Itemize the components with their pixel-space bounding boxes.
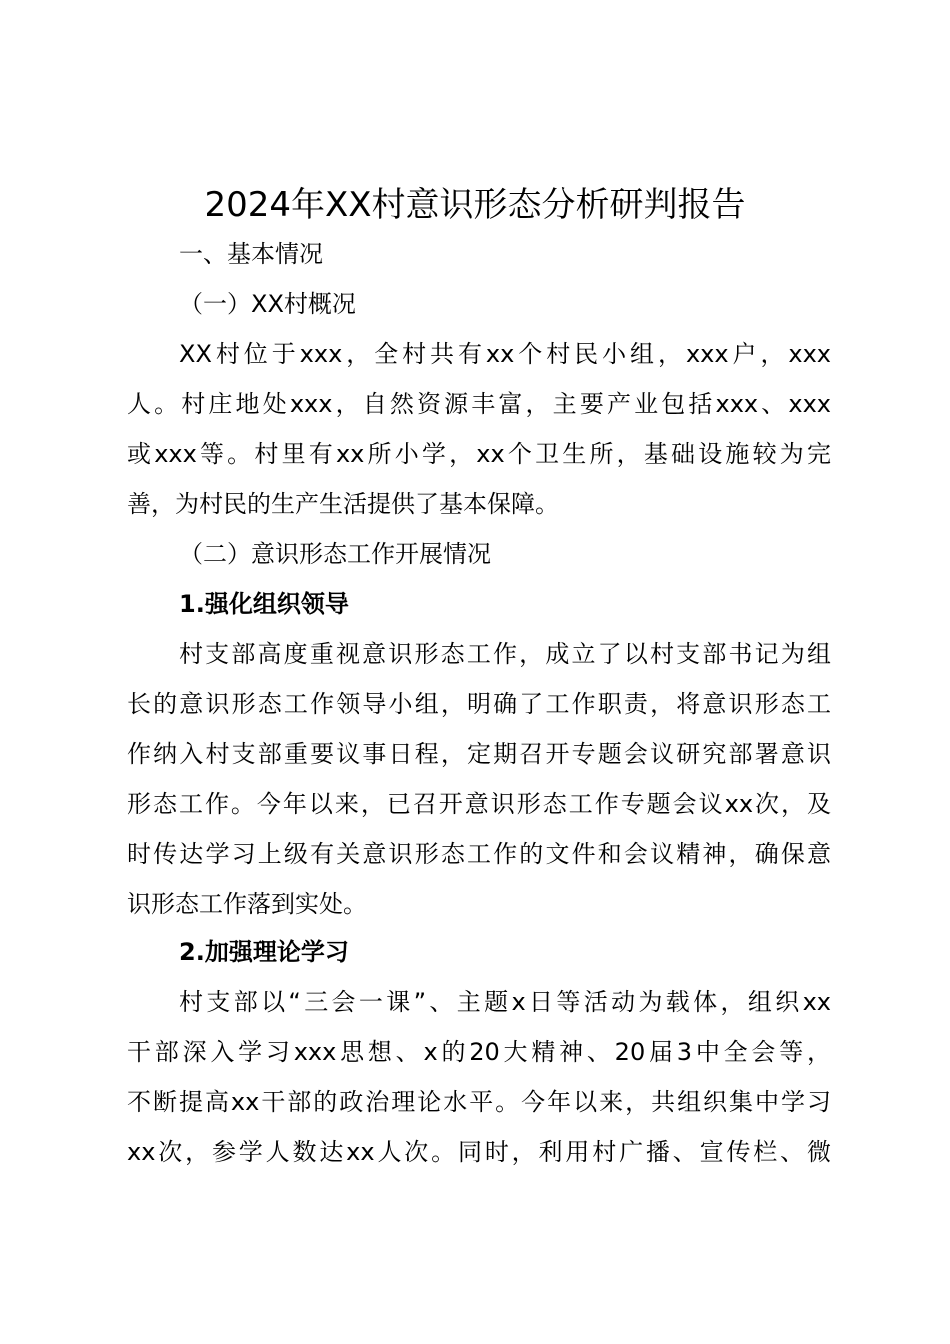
- subsection-heading-overview: （一）XX村概况: [179, 290, 356, 318]
- paragraph-line: 村支部以“三会一课”、主题x日等活动为载体，组织xx: [179, 988, 831, 1016]
- paragraph-line: 不断提高xx干部的政治理论水平。今年以来，共组织集中学习: [127, 1088, 831, 1116]
- item-heading-theory-study: 2.加强理论学习: [179, 938, 349, 966]
- paragraph-line: 时传达学习上级有关意识形态工作的文件和会议精神，确保意: [127, 840, 831, 868]
- paragraph-line: 或xxx等。村里有xx所小学，xx个卫生所，基础设施较为完: [127, 440, 831, 468]
- subsection-heading-work: （二）意识形态工作开展情况: [179, 540, 491, 568]
- item-heading-leadership: 1.强化组织领导: [179, 590, 349, 618]
- section-heading-basic: 一、基本情况: [179, 240, 323, 268]
- paragraph-line: 长的意识形态工作领导小组，明确了工作职责，将意识形态工: [127, 690, 831, 718]
- document-title: 2024年XX村意识形态分析研判报告: [204, 185, 746, 225]
- paragraph-line: 作纳入村支部重要议事日程，定期召开专题会议研究部署意识: [127, 740, 831, 768]
- paragraph-line: 人。村庄地处xxx，自然资源丰富，主要产业包括xxx、xxx: [127, 390, 831, 418]
- paragraph-line: 干部深入学习xxx思想、x的20大精神、20届3中全会等，: [127, 1038, 831, 1066]
- paragraph-line: 善，为村民的生产生活提供了基本保障。: [127, 490, 559, 518]
- paragraph-line: 村支部高度重视意识形态工作，成立了以村支部书记为组: [179, 640, 831, 668]
- paragraph-line: XX村位于xxx，全村共有xx个村民小组，xxx户，xxx: [179, 340, 831, 368]
- paragraph-line: xx次，参学人数达xx人次。同时，利用村广播、宣传栏、微: [127, 1138, 831, 1166]
- paragraph-line: 识形态工作落到实处。: [127, 890, 367, 918]
- paragraph-line: 形态工作。今年以来，已召开意识形态工作专题会议xx次，及: [127, 790, 831, 818]
